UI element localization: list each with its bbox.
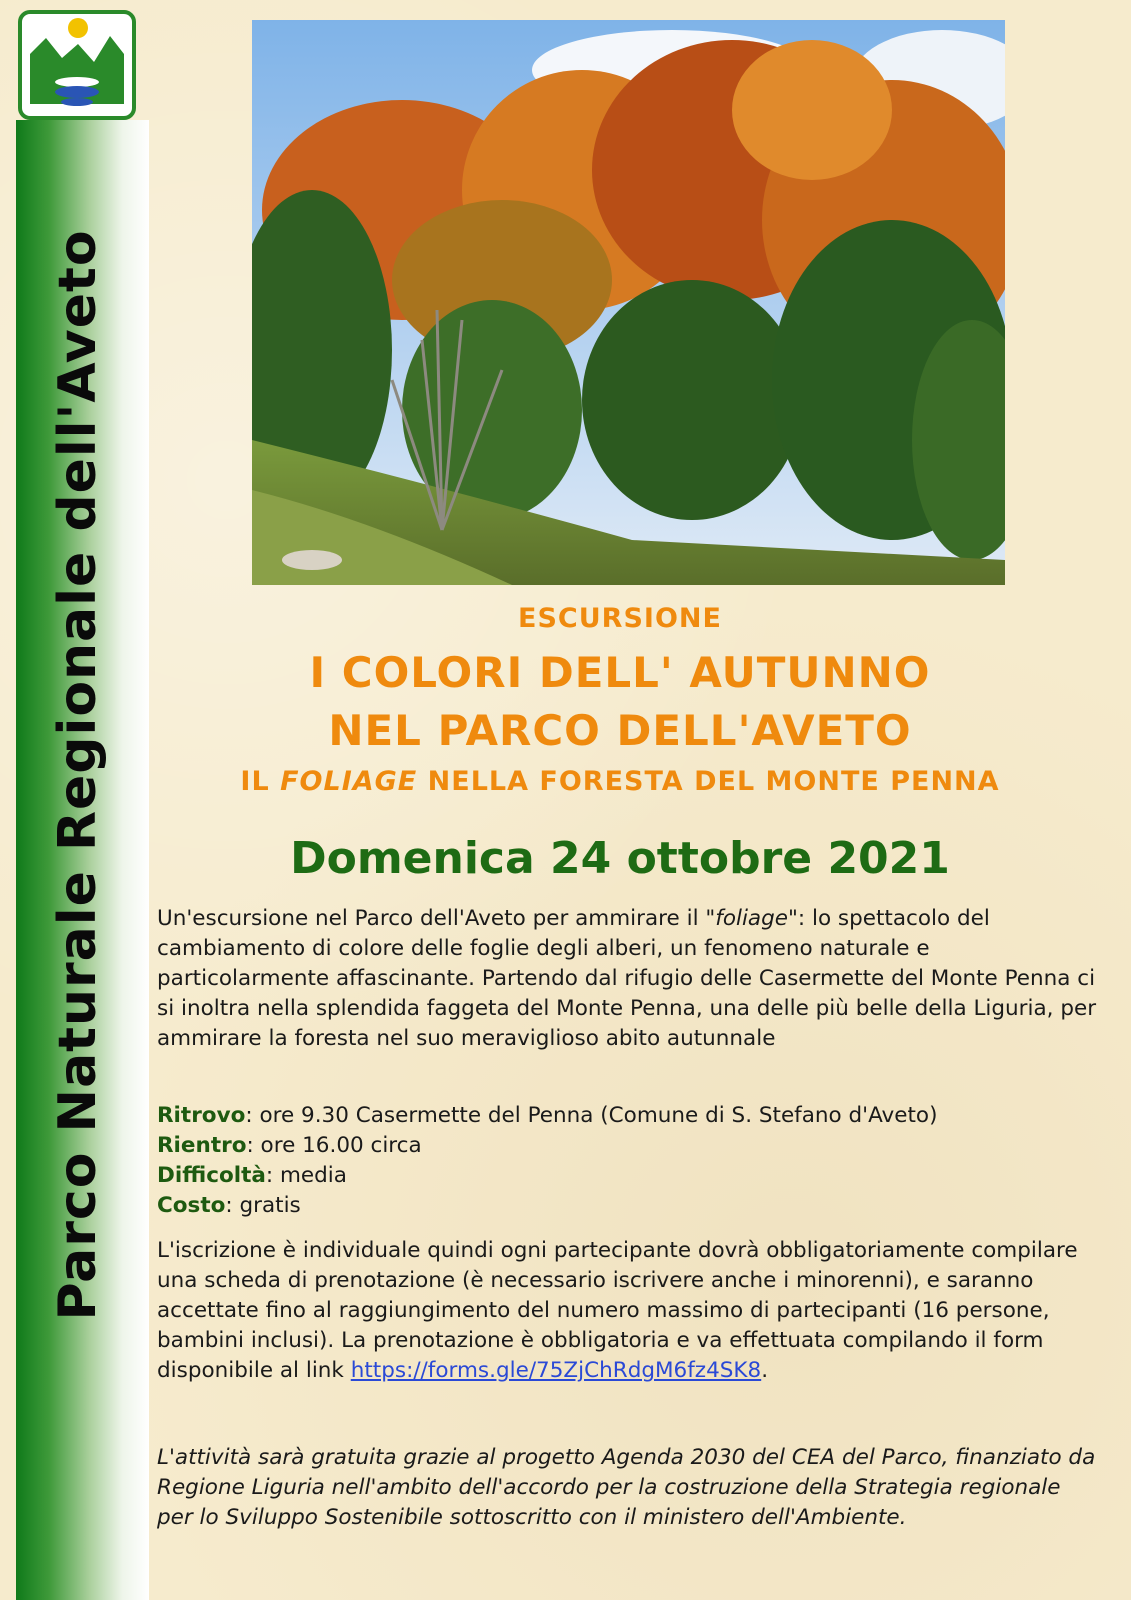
info-value: : media xyxy=(265,1163,347,1188)
info-value: : ore 16.00 circa xyxy=(246,1133,422,1158)
info-row-difficulty xyxy=(157,1161,1097,1191)
registration-link[interactable]: https://forms.gle/75ZjChRdgM6fz4SK8 xyxy=(350,1358,762,1383)
title-line-1: I COLORI DELL' AUTUNNO xyxy=(309,648,931,697)
info-row-cost xyxy=(157,1191,1097,1221)
subtitle-em: FOLIAGE xyxy=(280,766,418,797)
intro-em: foliage xyxy=(715,906,788,931)
park-logo-icon xyxy=(18,10,136,120)
info-row-meeting xyxy=(157,1101,1097,1131)
info-value: : ore 9.30 Casermette del Penna (Comune di S. Stefano d'Aveto) xyxy=(245,1103,938,1128)
park-name-vertical: Parco Naturale Regionale dell'Aveto xyxy=(48,229,108,1321)
title-line-2: NEL PARCO DELL'AVETO xyxy=(328,706,912,755)
info-key: Difficoltà xyxy=(157,1163,266,1188)
intro-after: ": lo spettacolo del cambiamento di colore delle foglie degli alberi, un fenomeno naturale e particolarmente affascinante. Partendo dal rifugio delle Casermette del Monte Penna ci si inoltra nella splendida faggeta del Monte Penna, una delle più belle della Liguria, per ammirare la foresta nel suo meraviglioso abito autunnale xyxy=(157,906,1097,1051)
info-key: Rientro xyxy=(157,1133,247,1158)
registration-end: . xyxy=(761,1358,769,1383)
registration-text: L'iscrizione è individuale quindi ogni partecipante dovrà obbligatoriamente compilare una scheda di prenotazione (è necessario iscrivere anche i minorenni), e saranno accettate fino al raggiungimento del numero massimo di partecipanti (16 persone, bambini inclusi). La prenotazione è obbligatoria e va effettuata compilando il form disponibile al link xyxy=(157,1238,1078,1383)
subtitle-post: NELLA FORESTA DEL MONTE PENNA xyxy=(417,766,1000,797)
info-key: Costo xyxy=(157,1193,226,1218)
autumn-forest-photo xyxy=(252,20,1005,585)
info-value: : gratis xyxy=(225,1193,301,1218)
intro-paragraph xyxy=(157,904,1097,1054)
intro-before: Un'escursione nel Parco dell'Aveto per ammirare il " xyxy=(157,906,716,931)
info-key: Ritrovo xyxy=(157,1103,246,1128)
subtitle-pre: IL xyxy=(240,766,270,797)
event-info xyxy=(157,1101,1097,1221)
excursion-kicker: ESCURSIONE xyxy=(518,603,722,634)
info-row-return xyxy=(157,1131,1097,1161)
funding-footnote: L'attività sarà gratuita grazie al progetto Agenda 2030 del CEA del Parco, finanziato da Regione Liguria nell'ambito dell'accordo per la costruzione della Strategia regionale per lo Sviluppo Sostenibile sottoscritto con il ministero dell'Ambiente. xyxy=(157,1445,1096,1530)
event-date: Domenica 24 ottobre 2021 xyxy=(290,833,950,884)
subtitle xyxy=(150,766,1090,797)
registration-paragraph xyxy=(157,1236,1097,1386)
